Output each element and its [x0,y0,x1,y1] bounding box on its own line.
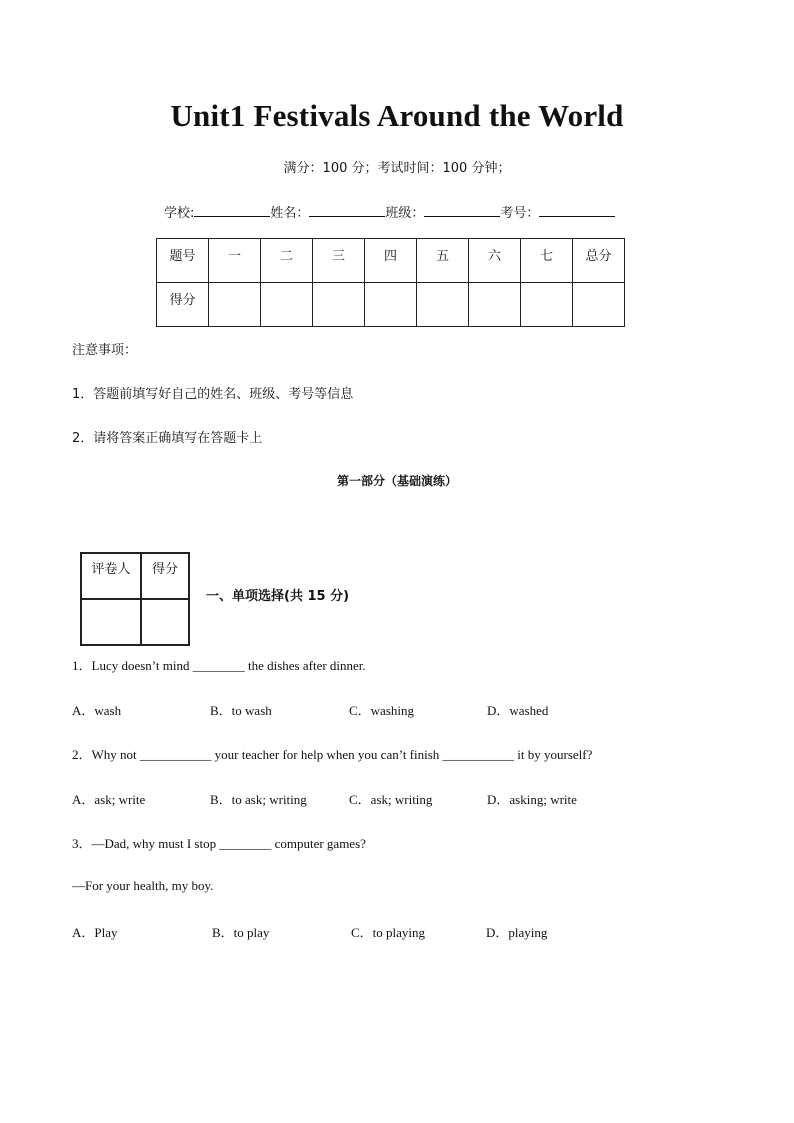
score-table [156,238,625,327]
score-table-header-row [157,239,625,283]
school-label: 学校: [164,206,195,221]
option-d[interactable]: D．washed [487,703,549,718]
score-cell[interactable] [521,283,573,327]
option-c[interactable]: C．washing [349,703,415,718]
score-row-label: 得分 [157,283,209,327]
score-header-label: 题号 [157,239,209,283]
option-a[interactable]: A．ask; write [72,792,146,807]
score-col-header: 总分 [573,239,625,283]
grader-box [80,552,190,646]
name-blank[interactable] [309,204,385,217]
question-stem: 3．—Dad, why must I stop ________ computer games? [72,836,366,851]
score-col-header: 一 [209,239,261,283]
reviewer-label: 评卷人 [81,553,141,599]
note-item: 1．答题前填写好自己的姓名、班级、考号等信息 [72,387,354,402]
option-b[interactable]: B．to ask; writing [210,792,307,807]
score-cell[interactable] [313,283,365,327]
class-blank[interactable] [424,204,500,217]
score-col-header: 二 [261,239,313,283]
option-b[interactable]: B．to play [212,925,270,940]
part-title: 第一部分（基础演练） [336,474,457,488]
score-cell[interactable] [209,283,261,327]
score-col-header: 三 [313,239,365,283]
score-col-header: 六 [469,239,521,283]
option-d[interactable]: D．playing [486,925,548,940]
score-col-header: 七 [521,239,573,283]
score-cell[interactable] [469,283,521,327]
name-label: 姓名： [270,206,310,221]
note-item: 2．请将答案正确填写在答题卡上 [72,431,263,446]
score-col-header: 四 [365,239,417,283]
question-stem: 1．Lucy doesn’t mind ________ the dishes after dinner. [72,658,366,673]
notes-heading: 注意事项： [72,343,138,358]
score-cell[interactable] [261,283,313,327]
reviewer-cell[interactable] [81,599,141,645]
question-stem: 2．Why not ___________ your teacher for help when you can’t finish ___________ it by yourself? [72,747,593,762]
number-blank[interactable] [539,204,615,217]
option-d[interactable]: D．asking; write [487,792,577,807]
grader-score-cell[interactable] [141,599,189,645]
option-a[interactable]: A．Play [72,925,118,940]
student-info-line [164,202,615,221]
option-c[interactable]: C．to playing [351,925,426,940]
option-c[interactable]: C．ask; writing [349,792,433,807]
score-cell[interactable] [417,283,469,327]
section-title: 一、单项选择(共 15 分) [206,589,350,604]
exam-meta: 满分：100 分；考试时间：100 分钟； [283,161,511,176]
grader-score-label: 得分 [141,553,189,599]
class-label: 班级： [385,206,425,221]
number-label: 考号： [500,206,540,221]
page-title: Unit1 Festivals Around the World [170,98,624,133]
school-blank[interactable] [194,204,270,217]
question-response: —For your health, my boy. [72,878,214,893]
score-col-header: 五 [417,239,469,283]
score-table-score-row [157,283,625,327]
option-a[interactable]: A．wash [72,703,122,718]
score-cell[interactable] [573,283,625,327]
score-cell[interactable] [365,283,417,327]
option-b[interactable]: B．to wash [210,703,272,718]
